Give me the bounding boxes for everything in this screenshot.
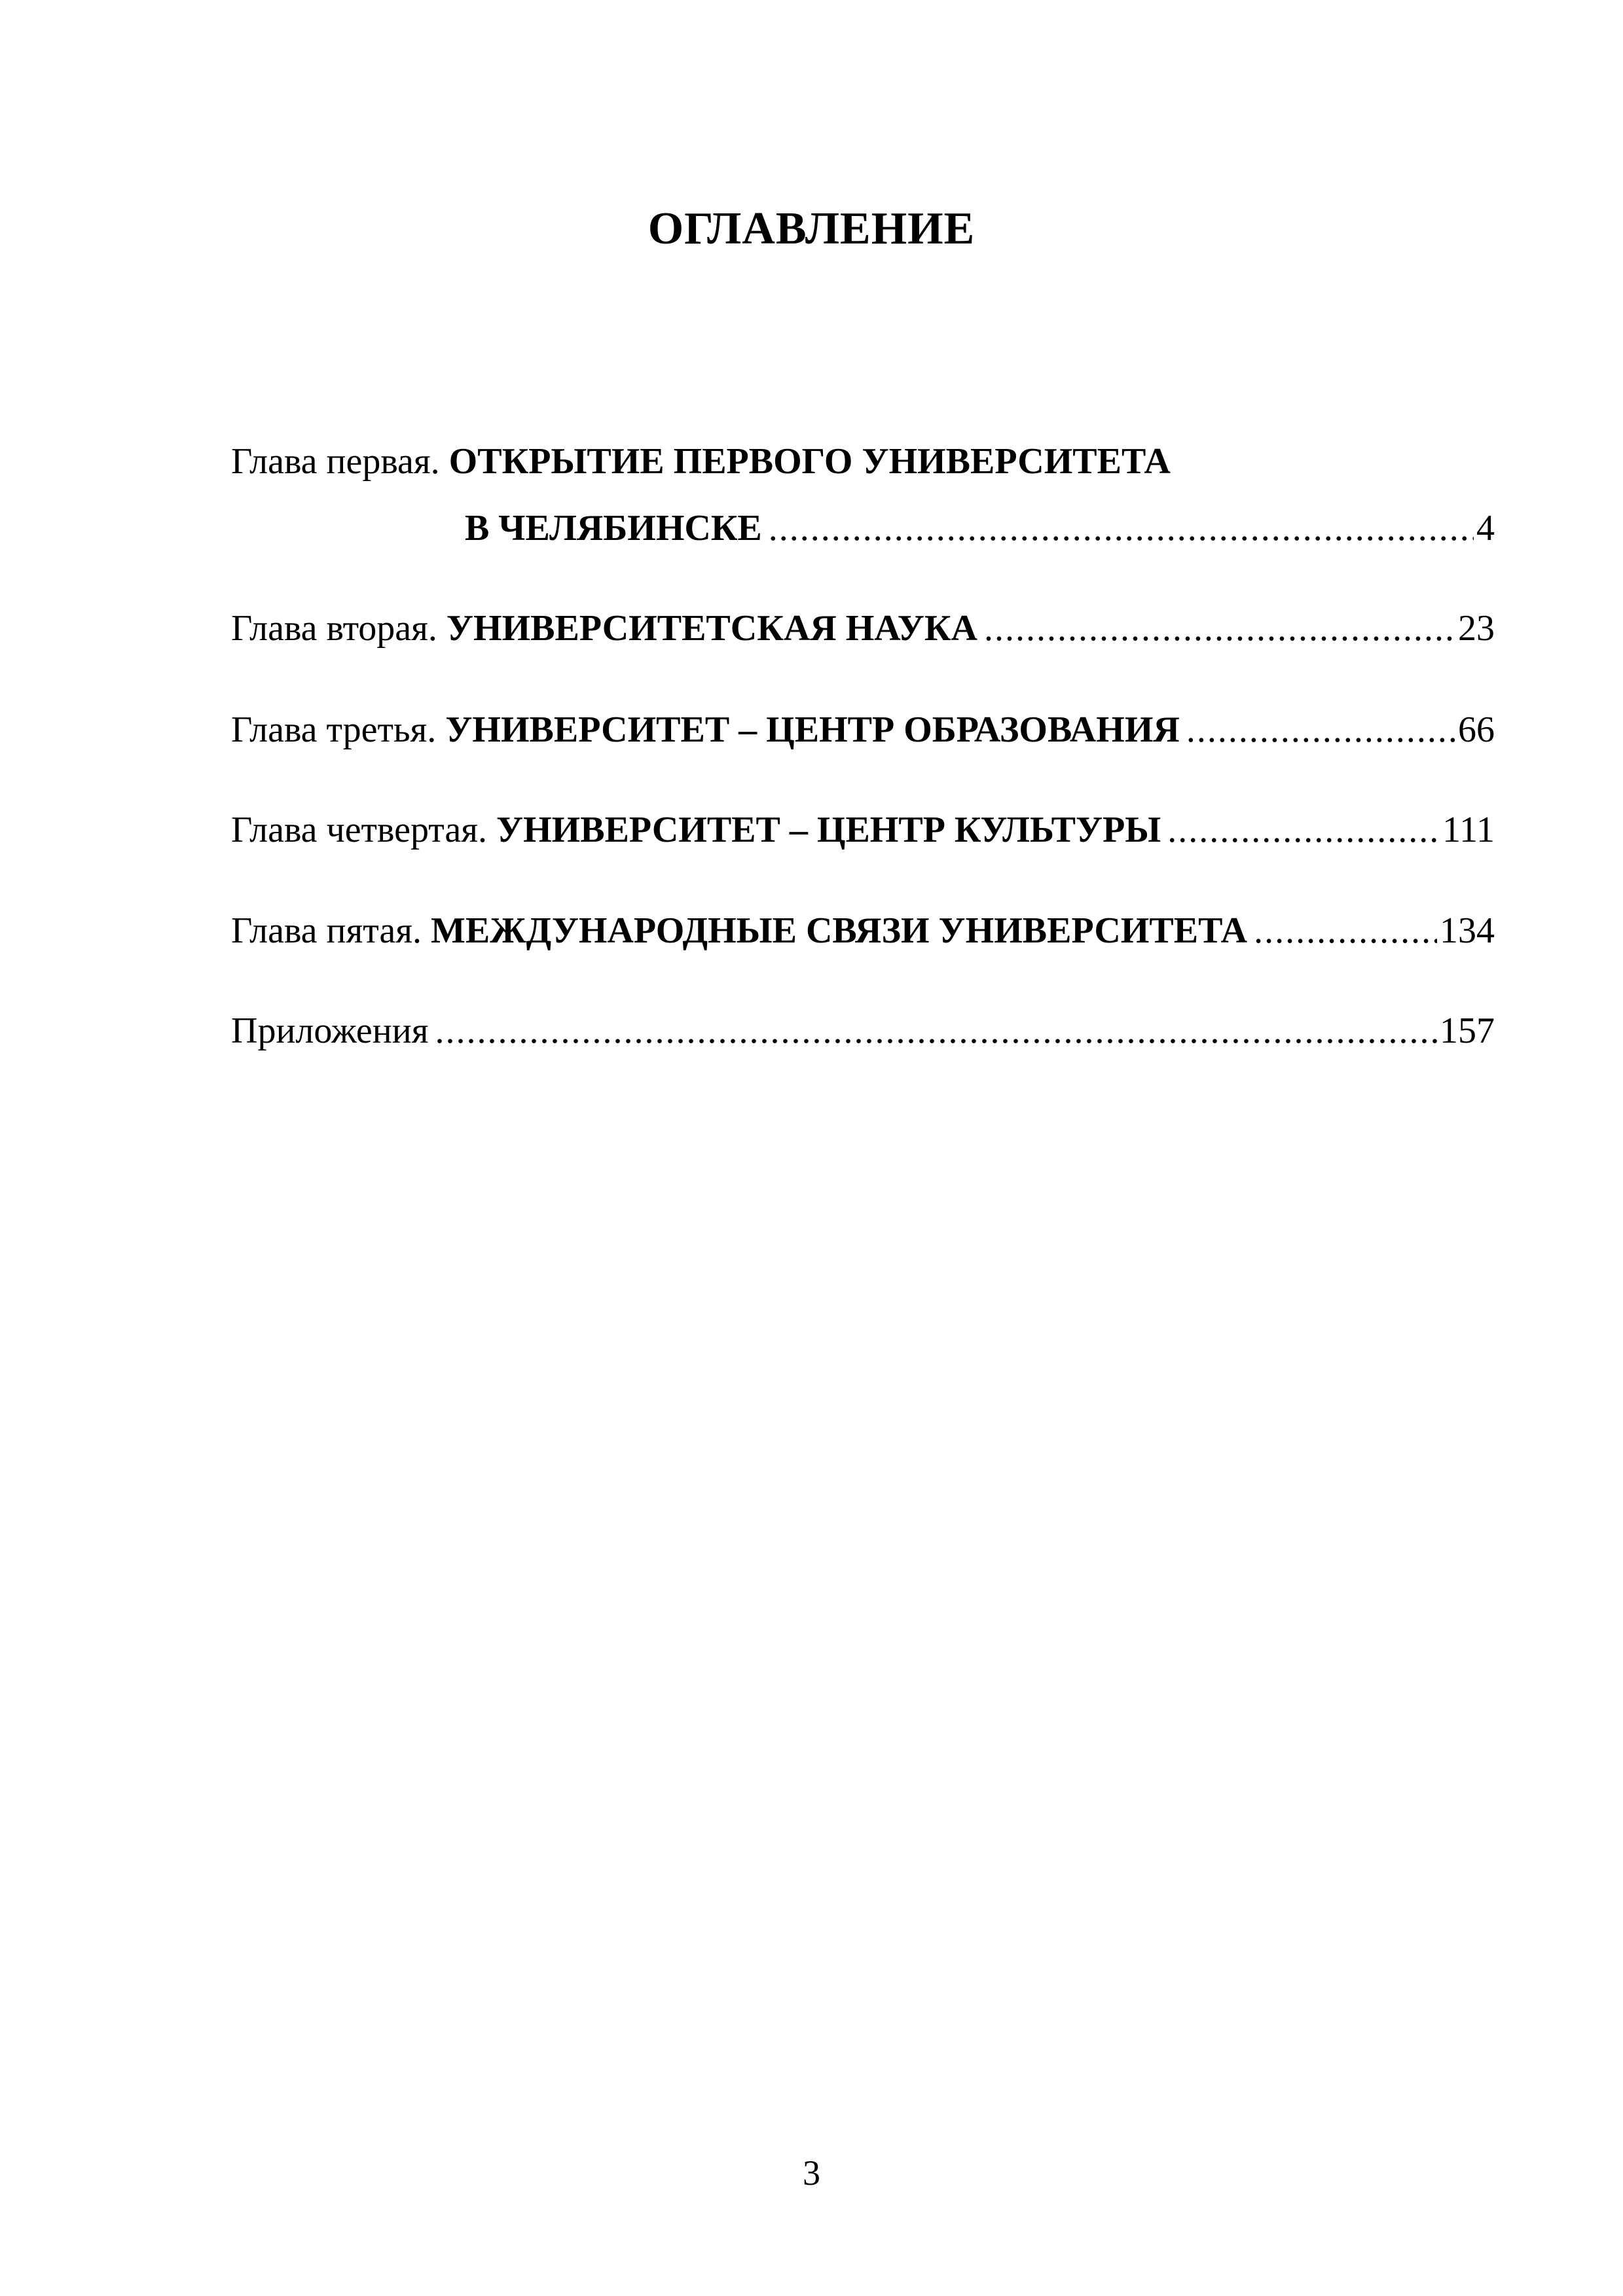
toc-entry-title: УНИВЕРСИТЕТ – ЦЕНТР ОБРАЗОВАНИЯ (445, 709, 1180, 750)
toc-entry-prefix: Приложения (231, 1011, 429, 1051)
toc-entry-chapter-1-continued[interactable] (465, 505, 1495, 551)
toc-entry-page: 66 (1458, 709, 1495, 750)
toc-entry-prefix: Глава пятая. (231, 910, 422, 951)
toc-entry-prefix: Глава третья. (231, 709, 437, 750)
toc-entry-chapter-5[interactable] (231, 908, 1495, 954)
toc-entry-title: УНИВЕРСИТЕТ – ЦЕНТР КУЛЬТУРЫ (496, 810, 1161, 850)
toc-entry-title: УНИВЕРСИТЕТСКАЯ НАУКА (446, 608, 977, 649)
toc-entry-page: 157 (1440, 1011, 1495, 1051)
page-title: ОГЛАВЛЕНИЕ (647, 204, 976, 254)
toc-entry-page: 23 (1458, 608, 1495, 649)
toc-entry-chapter-4[interactable] (231, 807, 1495, 853)
toc-entry-page: 111 (1442, 810, 1495, 850)
toc-entry-title: ОТКРЫТИЕ ПЕРВОГО УНИВЕРСИТЕТА (448, 441, 1171, 482)
toc-entry-prefix: Глава вторая. (231, 608, 437, 649)
toc-leader-dots (984, 605, 1455, 651)
toc-leader-dots (769, 505, 1474, 551)
page-number: 3 (803, 2153, 820, 2193)
toc-entry-appendices[interactable] (231, 1008, 1495, 1054)
toc-entry-chapter-2[interactable] (231, 605, 1495, 651)
toc-leader-dots (1254, 908, 1437, 954)
toc-entry-title: МЕЖДУНАРОДНЫЕ СВЯЗИ УНИВЕРСИТЕТА (431, 910, 1248, 951)
toc-entry-title-continued: В ЧЕЛЯБИНСКЕ (465, 508, 762, 548)
toc-entry-chapter-3[interactable] (231, 707, 1495, 753)
toc-entry-page: 134 (1440, 910, 1495, 951)
toc-entry-prefix: Глава первая. (231, 441, 440, 482)
toc-leader-dots (1186, 707, 1455, 753)
toc-entry-chapter-1[interactable] (231, 439, 1495, 484)
toc-leader-dots (435, 1008, 1437, 1054)
toc-entry-page: 4 (1476, 508, 1495, 548)
toc-entry-prefix: Глава четвертая. (231, 810, 488, 850)
toc-leader-dots (1167, 807, 1440, 853)
